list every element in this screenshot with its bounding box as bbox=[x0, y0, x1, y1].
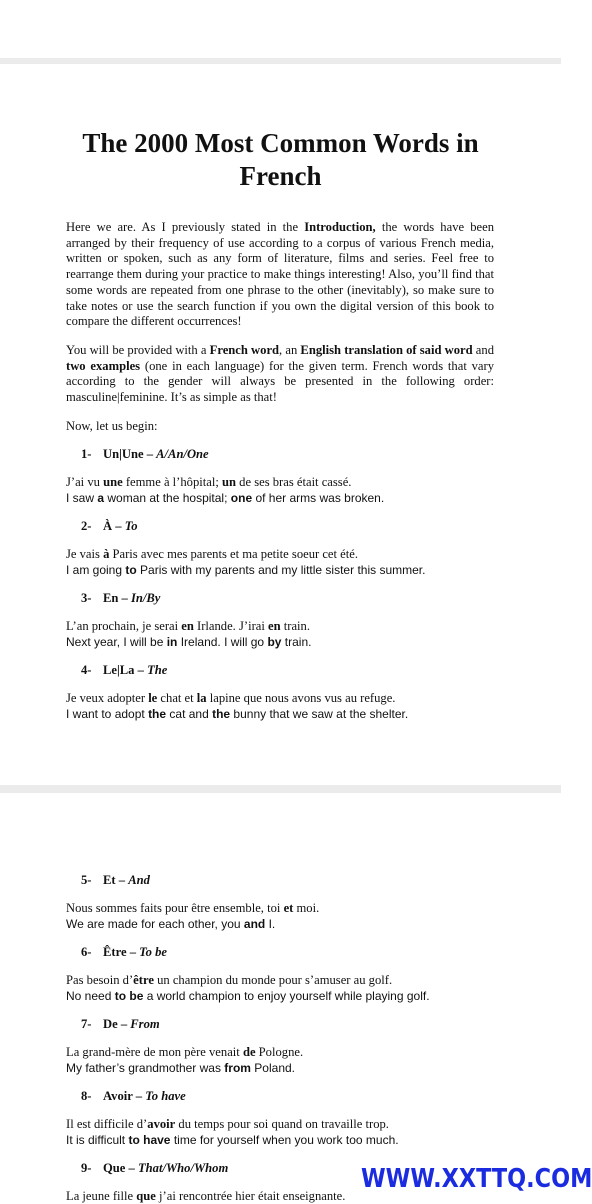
dash-separator: – bbox=[126, 945, 140, 959]
example-sentences bbox=[66, 1116, 536, 1148]
french-example bbox=[66, 900, 536, 916]
intro-bold: Introduction, bbox=[304, 220, 376, 234]
example-sentences bbox=[66, 474, 536, 506]
french-word: À bbox=[103, 519, 113, 533]
french-example bbox=[66, 690, 536, 706]
entry-number: 2- bbox=[81, 519, 92, 533]
highlighted-word: the bbox=[212, 707, 231, 721]
example-sentences bbox=[66, 690, 536, 722]
sentence-text: chat et bbox=[157, 691, 197, 705]
entry-number: 7- bbox=[81, 1017, 92, 1031]
highlighted-word: et bbox=[283, 901, 294, 915]
french-word: Un|Une bbox=[103, 447, 144, 461]
entry-number: 9- bbox=[81, 1161, 92, 1175]
sentence-text: Ireland. I will go bbox=[177, 635, 268, 649]
english-translation: A/An/One bbox=[156, 447, 209, 461]
french-word: Le|La bbox=[103, 663, 135, 677]
sentence-text: j’ai rencontrée hier était enseignante. bbox=[155, 1189, 346, 1203]
entry-number: 4- bbox=[81, 663, 92, 677]
vocab-entry-heading bbox=[81, 1016, 160, 1032]
english-translation: To bbox=[124, 519, 138, 533]
document-page-2 bbox=[0, 793, 592, 1203]
sentence-text: Il est difficile d’ bbox=[66, 1117, 148, 1131]
highlighted-word: un bbox=[222, 475, 237, 489]
vocab-entry-heading bbox=[81, 1160, 228, 1176]
intro-bold: two examples bbox=[66, 358, 141, 373]
english-translation: To have bbox=[145, 1089, 186, 1103]
intro-bold: English translation of said word bbox=[300, 343, 473, 357]
page-title bbox=[0, 127, 561, 193]
sentence-text: No need bbox=[66, 989, 115, 1003]
entry-number: 6- bbox=[81, 945, 92, 959]
french-example bbox=[66, 1116, 536, 1132]
dash-separator: – bbox=[115, 873, 129, 887]
sentence-text: I saw bbox=[66, 491, 98, 505]
highlighted-word: by bbox=[267, 635, 282, 649]
intro-text: the words have been arranged by their frequency of use according to a corpus of various French media, written or spoken, such as any form of literature, films and series. Feel free to rearrange them during your practice to make things interesting! Also, you’ll find that some words are repeated from one phrase to the other (inevitably), so make sure to take notes or use the search function if you own the digital version of this book to compare the different occurrences! bbox=[66, 220, 494, 329]
sentence-text: un champion du monde pour s’amuser au golf. bbox=[153, 973, 393, 987]
intro-text: (one in each language) for the given term. French words that vary according to the gender will always be presented in the following order: masculine|feminine. It’s as simple as that! bbox=[66, 358, 495, 405]
vocab-entry-heading bbox=[81, 590, 160, 606]
title-line-2: French bbox=[239, 161, 322, 191]
english-translation: To be bbox=[139, 945, 168, 959]
entry-number: 1- bbox=[81, 447, 92, 461]
watermark-logo: WWW.XXTTQ.COM bbox=[361, 1164, 592, 1194]
example-sentences bbox=[66, 618, 536, 650]
intro-text: and bbox=[472, 343, 494, 357]
vocab-entry-heading bbox=[81, 446, 209, 462]
sentence-text: Pas besoin d’ bbox=[66, 973, 134, 987]
sentence-text: Je veux adopter bbox=[66, 691, 149, 705]
highlighted-word: une bbox=[103, 475, 123, 489]
highlighted-word: and bbox=[243, 917, 266, 931]
vocab-entry-heading bbox=[81, 518, 138, 534]
highlighted-word: a bbox=[97, 491, 105, 505]
highlighted-word: in bbox=[166, 635, 178, 649]
english-translation: That/Who/Whom bbox=[137, 1161, 229, 1175]
dash-separator: – bbox=[132, 1089, 146, 1103]
highlighted-word: être bbox=[133, 973, 154, 987]
sentence-text: Je vais bbox=[66, 547, 104, 561]
vocab-entry-heading bbox=[81, 872, 150, 888]
sentence-text: train. bbox=[280, 619, 310, 633]
english-translation: From bbox=[130, 1017, 160, 1031]
french-word: Avoir bbox=[103, 1089, 133, 1103]
sentence-text: de ses bras était cassé. bbox=[236, 475, 352, 489]
sentence-text: bunny that we saw at the shelter. bbox=[230, 707, 409, 721]
intro-paragraph-3: Now, let us begin: bbox=[66, 419, 158, 433]
vocab-entry-heading bbox=[81, 1088, 186, 1104]
intro-text: , an bbox=[279, 343, 301, 357]
sentence-text: woman at the hospital; bbox=[104, 491, 231, 505]
sentence-text: time for yourself when you work too much. bbox=[170, 1133, 399, 1147]
french-example bbox=[66, 1044, 536, 1060]
sentence-text: La jeune fille bbox=[66, 1189, 137, 1203]
sentence-text: du temps pour soi quand on travaille trop. bbox=[175, 1117, 389, 1131]
highlighted-word: en bbox=[268, 619, 281, 633]
highlighted-word: en bbox=[181, 619, 194, 633]
vocab-entry-heading bbox=[81, 662, 167, 678]
english-translation: The bbox=[147, 663, 168, 677]
dash-separator: – bbox=[125, 1161, 138, 1175]
title-line-1: The 2000 Most Common Words in bbox=[82, 128, 479, 158]
english-example bbox=[66, 562, 536, 578]
sentence-text: I want to adopt bbox=[66, 707, 149, 721]
highlighted-word: la bbox=[196, 691, 207, 705]
dash-separator: – bbox=[118, 591, 131, 605]
intro-text: You will be provided with a bbox=[66, 343, 210, 357]
entry-number: 3- bbox=[81, 591, 92, 605]
sentence-text: La grand-mère de mon père venait bbox=[66, 1045, 243, 1059]
english-example bbox=[66, 706, 536, 722]
english-translation: In/By bbox=[131, 591, 161, 605]
sentence-text: We are made for each other, you bbox=[66, 917, 244, 931]
french-word: De bbox=[103, 1017, 118, 1031]
intro-paragraph-2 bbox=[66, 343, 494, 406]
french-example bbox=[66, 618, 536, 634]
french-example bbox=[66, 972, 536, 988]
sentence-text: It is difficult bbox=[66, 1133, 129, 1147]
highlighted-word: avoir bbox=[147, 1117, 176, 1131]
sentence-text: I. bbox=[265, 917, 276, 931]
sentence-text: moi. bbox=[293, 901, 320, 915]
highlighted-word: de bbox=[242, 1045, 256, 1059]
intro-paragraph-1 bbox=[66, 220, 494, 330]
english-example bbox=[66, 1060, 536, 1076]
sentence-text: I am going bbox=[66, 563, 126, 577]
sentence-text: a world champion to enjoy yourself while playing golf. bbox=[143, 989, 430, 1003]
sentence-text: L’an prochain, je serai bbox=[66, 619, 182, 633]
sentence-text: lapine que nous avons vus au refuge. bbox=[206, 691, 396, 705]
dash-separator: – bbox=[117, 1017, 131, 1031]
vocab-entry-heading bbox=[81, 944, 167, 960]
highlighted-word: from bbox=[224, 1061, 251, 1075]
sentence-text: Pologne. bbox=[255, 1045, 304, 1059]
sentence-text: Poland. bbox=[250, 1061, 296, 1075]
highlighted-word: the bbox=[148, 707, 167, 721]
entry-number: 5- bbox=[81, 873, 92, 887]
highlighted-word: to bbox=[125, 563, 137, 577]
intro-bold: French word bbox=[209, 343, 280, 357]
page-separator bbox=[0, 785, 561, 793]
french-example bbox=[66, 474, 536, 490]
sentence-text: femme à l’hôpital; bbox=[122, 475, 223, 489]
sentence-text: cat and bbox=[166, 707, 213, 721]
entry-number: 8- bbox=[81, 1089, 92, 1103]
intro-text: Here we are. As I previously stated in the bbox=[66, 220, 305, 234]
sentence-text: J’ai vu bbox=[66, 475, 104, 489]
dash-separator: – bbox=[112, 519, 125, 533]
example-sentences bbox=[66, 1044, 536, 1076]
highlighted-word: que bbox=[136, 1189, 156, 1203]
sentence-text: Paris avec mes parents et ma petite soeur cet été. bbox=[109, 547, 358, 561]
highlighted-word: to have bbox=[128, 1133, 171, 1147]
english-example bbox=[66, 916, 536, 932]
dash-separator: – bbox=[143, 447, 157, 461]
sentence-text: Irlande. J’irai bbox=[193, 619, 269, 633]
sentence-text: My father’s grandmother was bbox=[66, 1061, 225, 1075]
english-example bbox=[66, 1132, 536, 1148]
example-sentences bbox=[66, 900, 536, 932]
highlighted-word: à bbox=[103, 547, 110, 561]
dash-separator: – bbox=[134, 663, 148, 677]
example-sentences bbox=[66, 972, 536, 1004]
sentence-text: Paris with my parents and my little sister this summer. bbox=[136, 563, 426, 577]
english-example bbox=[66, 634, 536, 650]
sentence-text: Nous sommes faits pour être ensemble, toi bbox=[66, 901, 284, 915]
highlighted-word: le bbox=[148, 691, 158, 705]
french-word: Être bbox=[103, 945, 127, 959]
english-translation: And bbox=[128, 873, 150, 887]
document-page-1 bbox=[0, 64, 561, 785]
highlighted-word: one bbox=[230, 491, 253, 505]
sentence-text: train. bbox=[281, 635, 312, 649]
french-example bbox=[66, 546, 536, 562]
english-example bbox=[66, 490, 536, 506]
french-word: En bbox=[103, 591, 119, 605]
sentence-text: of her arms was broken. bbox=[252, 491, 385, 505]
sentence-text: Next year, I will be bbox=[66, 635, 167, 649]
example-sentences bbox=[66, 546, 536, 578]
english-example bbox=[66, 988, 536, 1004]
highlighted-word: to be bbox=[114, 989, 144, 1003]
french-word: Que bbox=[103, 1161, 126, 1175]
french-word: Et bbox=[103, 873, 116, 887]
